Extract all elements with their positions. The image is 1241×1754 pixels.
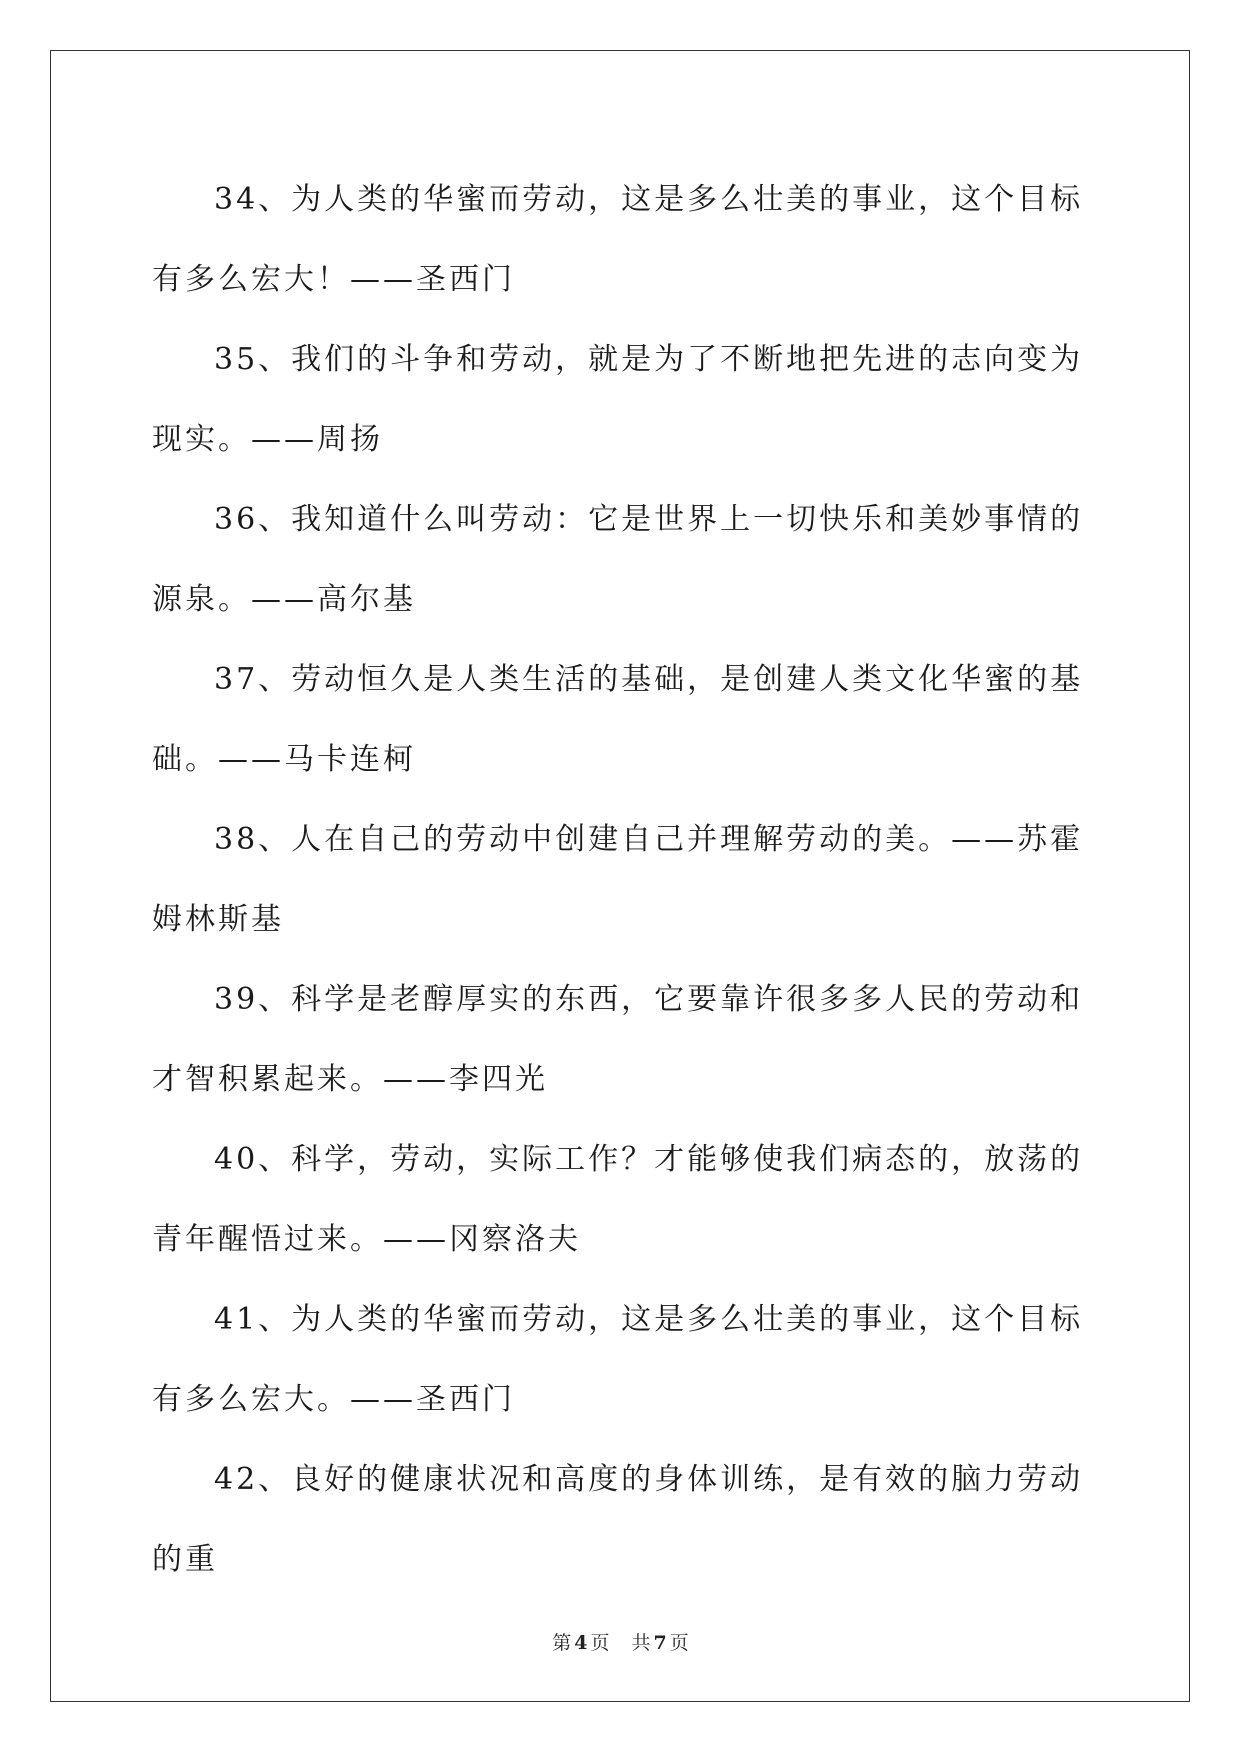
quote-paragraph-36: 36、我知道什么叫劳动：它是世界上一切快乐和美妙事情的源泉。——高尔基 [152, 502, 1084, 617]
quote-paragraph-34: 34、为人类的华蜜而劳动，这是多么壮美的事业，这个目标有多么宏大！——圣西门 [152, 182, 1084, 297]
total-prefix: 共 [631, 1632, 651, 1654]
quote-paragraph-37: 37、劳动恒久是人类生活的基础，是创建人类文化华蜜的基础。——马卡连柯 [152, 662, 1084, 777]
page-footer [0, 1628, 1241, 1655]
quote-paragraph-35: 35、我们的斗争和劳动，就是为了不断地把先进的志向变为现实。——周扬 [152, 342, 1084, 457]
document-body [152, 160, 1092, 1600]
page-suffix: 页 [590, 1632, 610, 1654]
quote-paragraph-38: 38、人在自己的劳动中创建自己并理解劳动的美。——苏霍姆林斯基 [152, 822, 1084, 937]
total-suffix: 页 [669, 1632, 689, 1654]
page-prefix: 第 [552, 1632, 572, 1654]
total-pages: 7 [653, 1632, 667, 1654]
quote-paragraph-40: 40、科学，劳动，实际工作？才能够使我们病态的，放荡的青年醒悟过来。——冈察洛夫 [152, 1142, 1084, 1257]
quote-paragraph-42: 42、良好的健康状况和高度的身体训练，是有效的脑力劳动的重 [152, 1462, 1084, 1577]
quote-paragraph-39: 39、科学是老醇厚实的东西，它要靠许很多多人民的劳动和才智积累起来。——李四光 [152, 982, 1084, 1097]
page-number: 4 [574, 1632, 588, 1654]
quote-paragraph-41: 41、为人类的华蜜而劳动，这是多么壮美的事业，这个目标有多么宏大。——圣西门 [152, 1302, 1084, 1417]
